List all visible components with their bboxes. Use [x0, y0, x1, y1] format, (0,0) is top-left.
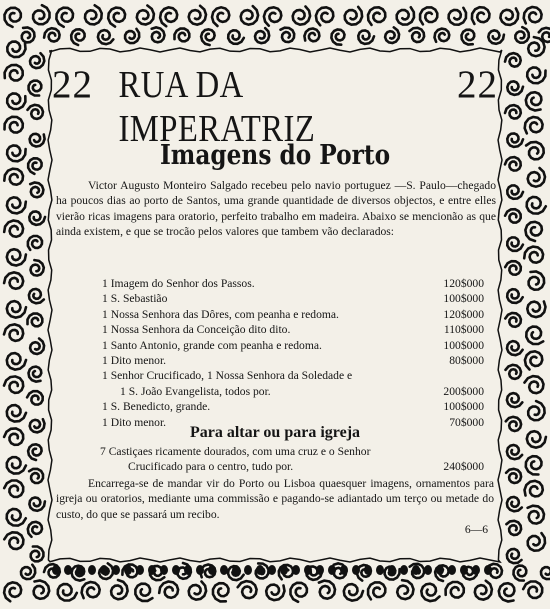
item-description: 1 Imagem do Senhor dos Passos.	[102, 277, 255, 290]
item-price: 120$000	[443, 307, 484, 321]
item-price: 80$000	[449, 353, 484, 367]
item-price: 110$000	[443, 323, 484, 337]
price-list-item	[52, 384, 498, 399]
price-list-item	[52, 276, 498, 291]
price-list-item	[52, 307, 498, 322]
address-headline	[52, 62, 498, 151]
item-description: 1 Nossa Senhora das Dôres, com peanha e redoma.	[102, 307, 339, 321]
bottom-ornament-band	[52, 563, 498, 577]
price-list-item	[52, 368, 498, 383]
item-price: 100$000	[443, 400, 484, 414]
price-list	[52, 276, 498, 430]
altar-price: 240$000	[443, 460, 484, 474]
altar-line-1: 7 Castiçaes ricamente dourados, com uma cruz e o Senhor	[100, 445, 371, 458]
street-number-right: 22	[457, 63, 498, 106]
price-list-item	[52, 338, 498, 353]
price-list-item	[52, 399, 498, 414]
item-price: 200$000	[443, 384, 484, 398]
item-description: 1 S. João Evangelista, todos por.	[120, 384, 271, 398]
price-list-item	[52, 353, 498, 368]
item-price: 100$000	[443, 338, 484, 352]
item-description: 1 S. Benedicto, grande.	[102, 400, 211, 414]
advert-title: Imagens do Porto	[159, 140, 391, 171]
item-description: 1 S. Sebastião	[102, 292, 168, 306]
street-number-left: 22	[52, 63, 93, 106]
altar-line-2: Crucificado para o centro, tudo por.	[128, 460, 294, 474]
closing-paragraph: Encarrega-se de mandar vir do Porto ou Lisboa quaesquer imagens, ornamentos para igreja ou oratorios, mediante uma commissão e pagando-se adiantado um terço ou metade do custo, do que se passará um recibo.	[56, 477, 494, 521]
altar-item	[52, 444, 498, 475]
price-list-item	[52, 291, 498, 306]
item-price: 100$000	[443, 292, 484, 306]
item-description: 1 Nossa Senhora da Conceição dito dito.	[102, 323, 291, 337]
signoff-mark: 6—6	[464, 523, 488, 536]
altar-subhead: Para altar ou para igreja	[189, 424, 361, 441]
intro-paragraph: Victor Augusto Monteiro Salgado recebeu pelo navio portuguez —S. Paulo—chegado ha poucos dias ao porto de Santos, uma grande quantidade de diversos objectos, e entre elles vierão ricas imagens para oratorio, perfeito trabalho em madeira. Abaixo se mencionão as que ainda existem, e que se trocão pelos valores que tambem vão declarados:	[56, 179, 496, 238]
advertisement-content	[52, 52, 498, 557]
item-description: 1 Santo Antonio, grande com peanha e redoma.	[102, 338, 322, 352]
item-description: 1 Dito menor.	[102, 415, 167, 429]
price-list-item	[52, 322, 498, 337]
item-description: 1 Dito menor.	[102, 353, 167, 367]
item-price: 70$000	[449, 415, 484, 429]
item-price: 120$000	[443, 277, 484, 290]
item-description: 1 Senhor Crucificado, 1 Nossa Senhora da Soledade e	[102, 369, 353, 383]
street-name: RUA DA IMPERATRIZ	[118, 64, 316, 150]
